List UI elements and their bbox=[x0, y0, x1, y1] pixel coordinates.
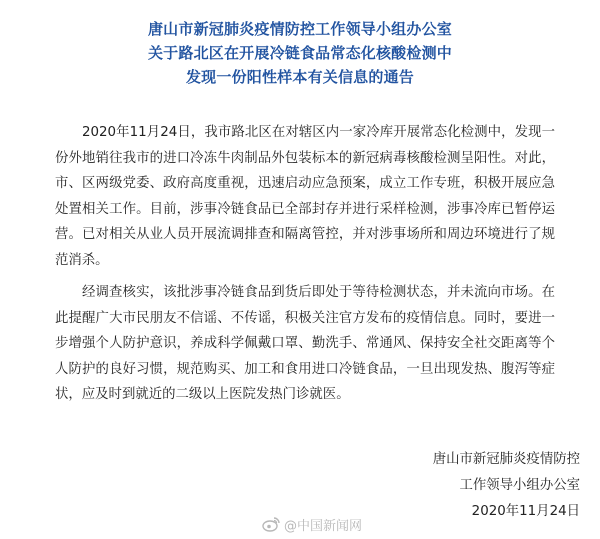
signature-org-line-2: 工作领导小组办公室 bbox=[459, 478, 580, 493]
body-paragraph-1: 2020年11月24日，我市路北区在对辖区内一家冷库开展常态化检测中，发现一份外地销往我市的进口冷冻牛肉制品外包装标本的新冠病毒核酸检测呈阳性。对此，市、区两级党委、政府高度重视，迅速启动应急预案，成立工作专班，积极开展应急处置相关工作。目前，涉事冷链食品已全部封存并进行采样检测，涉事冷库已暂停运营。已对相关从业人员开展流调排查和隔离管控，并对涉事场所和周边环境进行了规范消杀。 bbox=[55, 125, 555, 268]
signature-org-line-1: 唐山市新冠肺炎疫情防控 bbox=[432, 452, 580, 467]
body-paragraph-2: 经调查核实，该批涉事冷链食品到货后即处于等待检测状态，并未流向市场。在此提醒广大市民朋友不信谣、不传谣，积极关注官方发布的疫情信息。同时，要进一步增强个人防护意识，养成科学佩戴口罩、勤洗手、常通风、保持安全社交距离等个人防护的良好习惯，规范购买、加工和食用进口冷链食品，一旦出现发热、腹泻等症状，应及时到就近的二级以上医院发热门诊就医。 bbox=[55, 285, 555, 403]
watermark-text: @中国新闻网 bbox=[284, 518, 363, 534]
notice-title bbox=[0, 17, 600, 89]
title-line-3: 发现一份阳性样本有关信息的通告 bbox=[185, 68, 414, 86]
signature-date: 2020年11月24日 bbox=[471, 504, 580, 519]
watermark bbox=[262, 514, 362, 534]
title-line-1: 唐山市新冠肺炎疫情防控工作领导小组办公室 bbox=[147, 20, 452, 38]
weibo-icon bbox=[262, 516, 280, 532]
title-line-2: 关于路北区在开展冷链食品常态化核酸检测中 bbox=[147, 44, 452, 62]
